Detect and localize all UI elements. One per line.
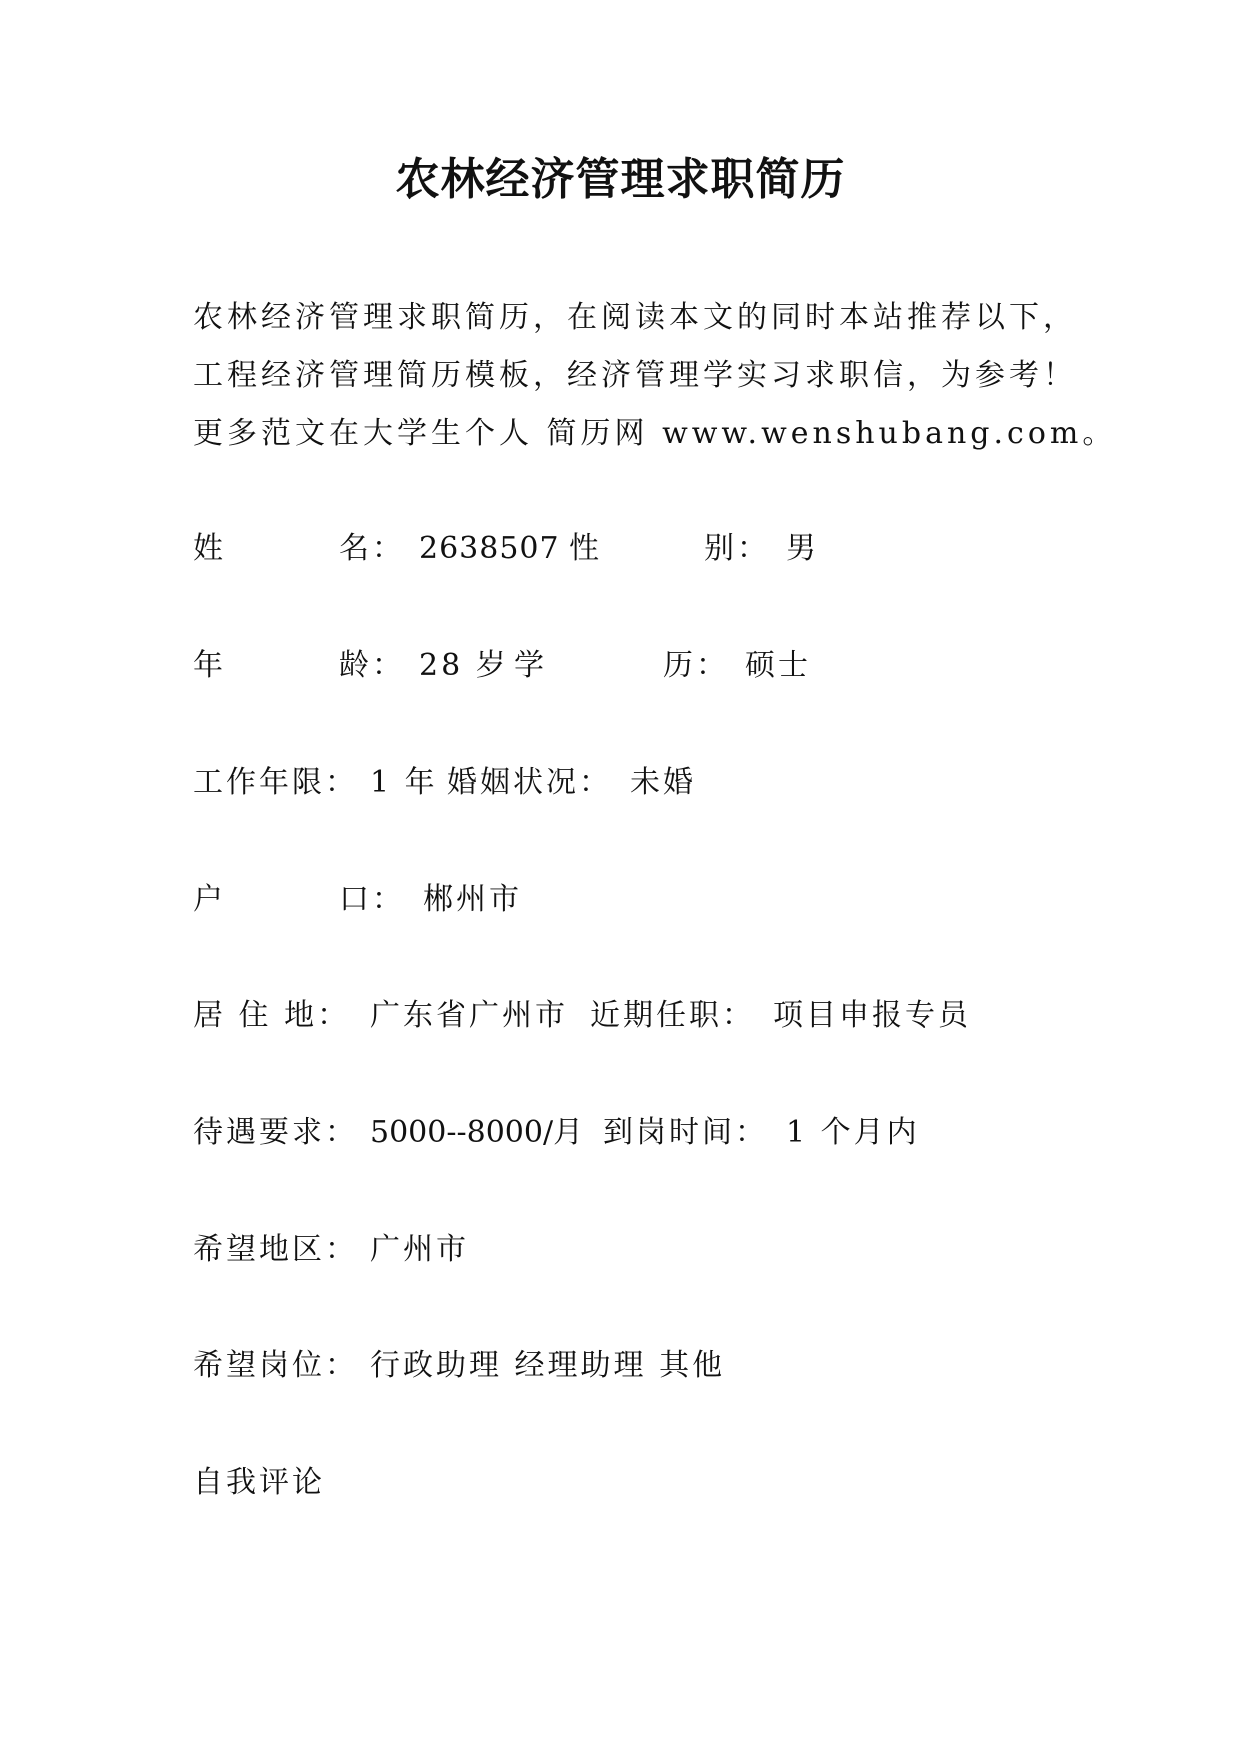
label-self-review: 自我评论 [193, 1465, 325, 1500]
label-name-part2: 名： [339, 531, 405, 566]
label-age-part2: 龄： [339, 648, 405, 683]
value-salary: 5000--8000/月 [370, 1115, 584, 1150]
value-hukou: 郴州市 [423, 882, 522, 917]
value-recent-job: 项目申报专员 [773, 998, 971, 1033]
label-salary: 待遇要求： [193, 1115, 358, 1150]
label-desired-region: 希望地区： [193, 1232, 358, 1267]
value-age: 28 岁 [419, 648, 509, 683]
label-availability: 到岗时间： [603, 1115, 768, 1150]
value-work-years: 1 年 [370, 765, 438, 800]
label-education-part1: 学 [514, 648, 547, 683]
value-desired-position: 行政助理 经理助理 其他 [370, 1348, 726, 1383]
value-availability: 1 个月内 [786, 1115, 920, 1150]
label-recent-job: 近期任职： [590, 998, 755, 1033]
value-education: 硕士 [745, 648, 811, 683]
label-gender-part1: 性 [569, 531, 602, 566]
label-education-part2: 历： [663, 648, 729, 683]
label-hukou-part2: 口： [339, 882, 405, 917]
label-name-part1: 姓 [193, 531, 226, 566]
label-hukou-part1: 户 [193, 882, 226, 917]
value-marital-status: 未婚 [630, 765, 696, 800]
value-gender: 男 [786, 531, 819, 566]
intro-paragraph [193, 289, 1117, 463]
label-desired-position: 希望岗位： [193, 1348, 358, 1383]
label-residence: 居 住 地： [193, 998, 351, 1033]
intro-line-1: 农林经济管理求职简历，在阅读本文的同时本站推荐以下， [193, 300, 1077, 335]
value-desired-region: 广州市 [370, 1232, 469, 1267]
label-age-part1: 年 [193, 648, 226, 683]
value-name: 2638507 [419, 531, 560, 566]
label-work-years: 工作年限： [193, 765, 358, 800]
value-residence: 广东省广州市 [370, 998, 568, 1033]
intro-line-2: 工程经济管理简历模板，经济管理学实习求职信，为参考！ [193, 358, 1077, 393]
intro-line-3: 更多范文在大学生个人 简历网 www.wenshubang.com。 [193, 416, 1117, 451]
label-marital-status: 婚姻状况： [447, 765, 612, 800]
document-title: 农林经济管理求职简历 [395, 154, 846, 205]
label-gender-part2: 别： [704, 531, 770, 566]
